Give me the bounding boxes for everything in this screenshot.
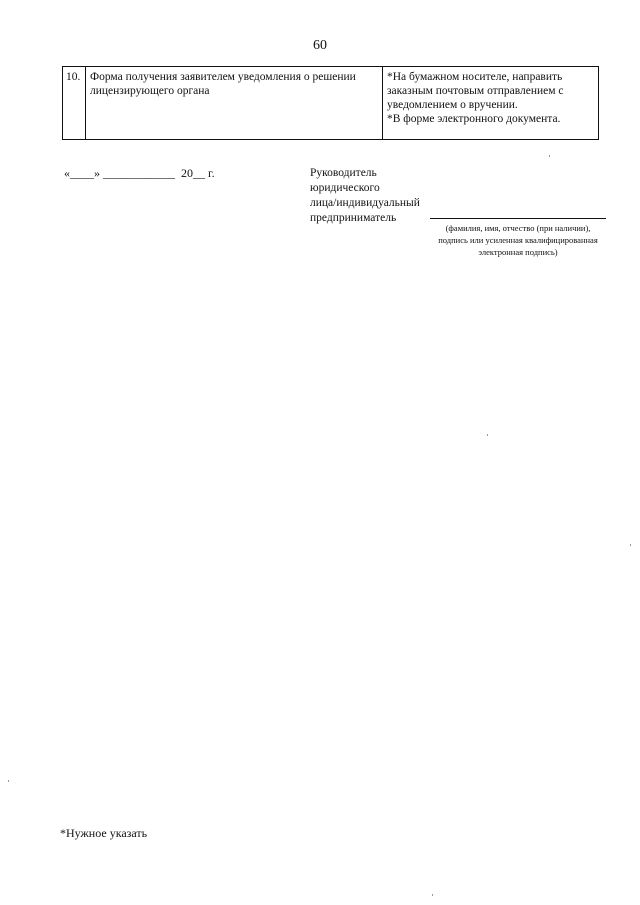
- signer-block: [310, 166, 420, 226]
- scan-speck: [487, 434, 488, 436]
- page-number: 60: [313, 38, 327, 53]
- signature-caption-line: (фамилия, имя, отчество (при наличии),: [445, 223, 591, 233]
- signature-caption-line: подпись или усиленная квалифицированная: [438, 235, 598, 245]
- footnote: *Нужное указать: [60, 826, 148, 840]
- scan-speck: [8, 780, 9, 782]
- row-value-line: *На бумажном носителе, направить: [387, 71, 563, 83]
- scan-speck: [432, 894, 433, 896]
- row-value: [383, 67, 599, 140]
- row-label-line: Форма получения заявителем уведомления о решении: [90, 71, 356, 83]
- scan-speck: [549, 155, 550, 157]
- date-line: «____» ____________ 20__ г.: [64, 166, 215, 180]
- signature-caption: [414, 222, 622, 258]
- signer-line: Руководитель: [310, 167, 377, 179]
- application-form-table: [62, 66, 599, 140]
- signature-caption-line: электронная подпись): [478, 247, 558, 257]
- signer-line: лица/индивидуальный: [310, 197, 420, 209]
- table-row: [63, 67, 599, 140]
- row-number: 10.: [63, 67, 86, 140]
- row-label-line: лицензирующего органа: [90, 85, 210, 97]
- row-value-line: заказным почтовым отправлением с: [387, 85, 564, 97]
- signature-line: [430, 218, 606, 219]
- signer-line: юридического: [310, 182, 380, 194]
- row-value-line: уведомлением о вручении.: [387, 99, 518, 111]
- row-value-line: *В форме электронного документа.: [387, 113, 561, 125]
- row-label: [86, 67, 383, 140]
- signer-line: предприниматель: [310, 212, 397, 224]
- scan-speck: [630, 544, 631, 546]
